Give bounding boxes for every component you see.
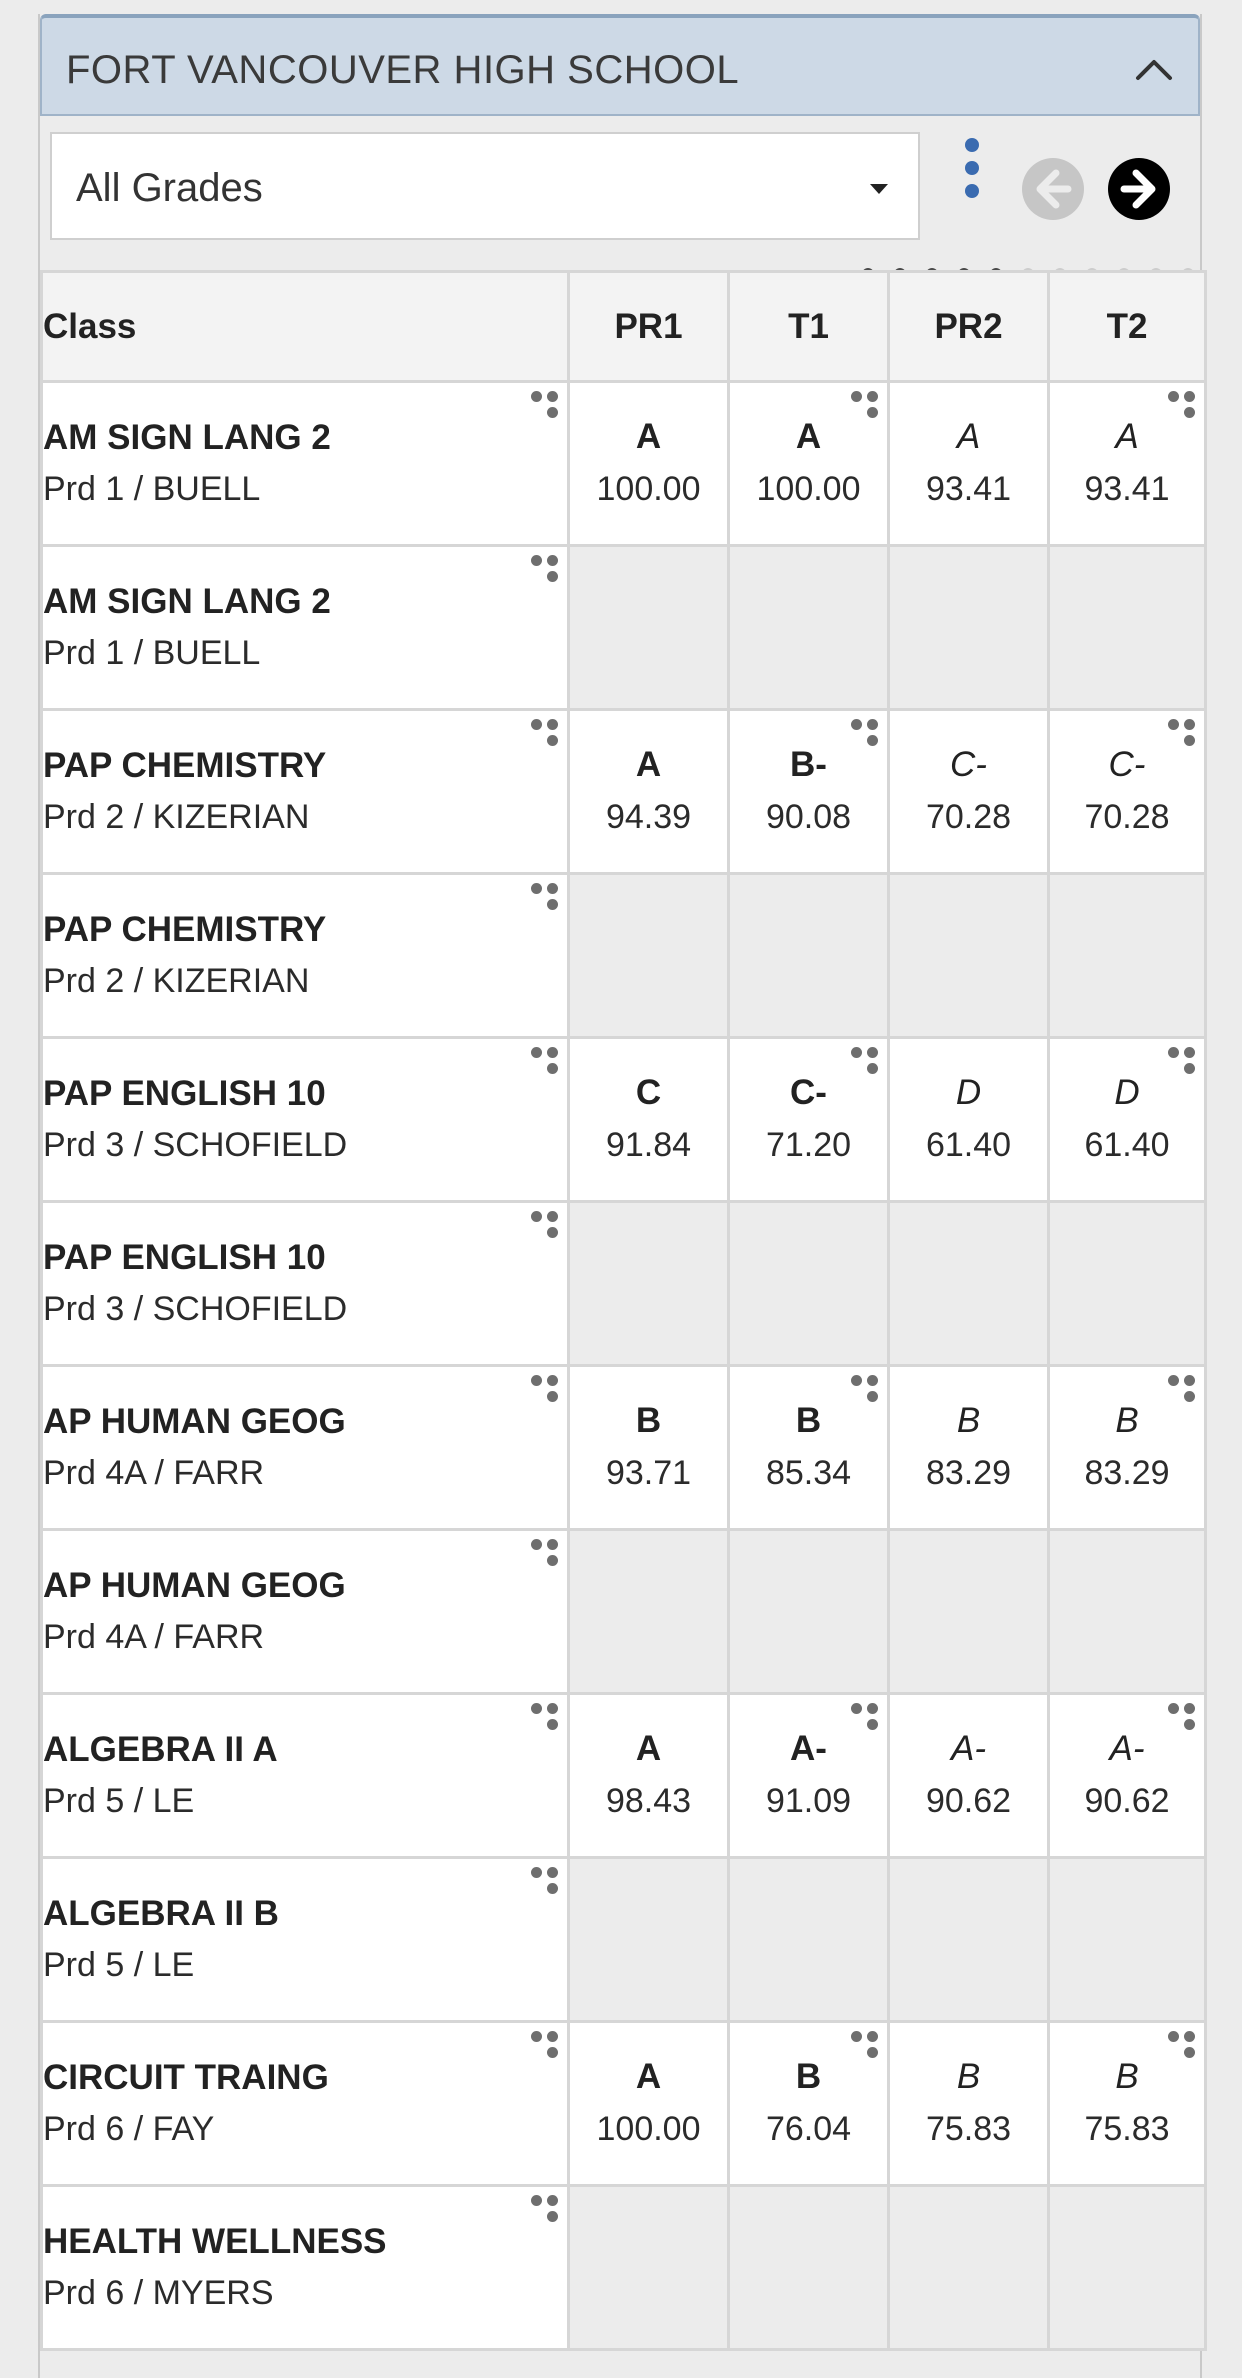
caret-down-icon [870,184,888,194]
grade-score: 90.08 [765,797,852,836]
empty-grade-cell [889,1858,1049,2022]
empty-grade-cell [569,2186,729,2350]
grade-cell-pr2[interactable] [889,710,1049,874]
drag-handle-icon[interactable] [1168,1375,1198,1407]
grade-letter: B- [790,744,827,784]
empty-grade-cell [1049,2186,1206,2350]
grade-cell-pr1[interactable] [569,1366,729,1530]
table-row[interactable] [42,2186,1206,2350]
drag-handle-icon[interactable] [851,719,881,751]
drag-handle-icon[interactable] [531,1375,561,1407]
grade-score: 93.41 [1084,469,1170,508]
class-period-teacher: Prd 3 / SCHOFIELD [43,1289,348,1328]
drag-handle-icon[interactable] [531,391,561,423]
drag-handle-icon[interactable] [1168,391,1198,423]
grade-cell-t2[interactable] [1049,1694,1206,1858]
class-cell[interactable] [42,710,569,874]
next-arrow-icon[interactable] [1106,156,1172,222]
drag-handle-icon[interactable] [531,2195,561,2227]
grade-score: 100.00 [596,2109,701,2148]
empty-grade-cell [1049,1530,1206,1694]
drag-handle-icon[interactable] [851,391,881,423]
grade-letter: C- [1108,744,1146,784]
column-header-pr1[interactable]: PR1 [569,272,729,382]
class-cell[interactable] [42,874,569,1038]
school-title: FORT VANCOUVER HIGH SCHOOL [66,48,740,92]
class-period-teacher: Prd 5 / LE [43,1781,195,1820]
grade-letter: C- [950,744,987,784]
empty-grade-cell [569,546,729,710]
grade-cell-t1[interactable] [729,1038,889,1202]
class-period-teacher: Prd 1 / BUELL [43,469,261,508]
grade-cell-pr1[interactable] [569,1694,729,1858]
drag-handle-icon[interactable] [531,555,561,587]
empty-grade-cell [1049,874,1206,1038]
column-header-t1[interactable]: T1 [729,272,889,382]
grade-letter: D [1114,1072,1140,1112]
grade-cell-pr1[interactable] [569,710,729,874]
grade-cell-t2[interactable] [1049,1038,1206,1202]
class-period-teacher: Prd 1 / BUELL [43,633,261,672]
drag-handle-icon[interactable] [851,1375,881,1407]
empty-grade-cell [569,1858,729,2022]
column-header-class[interactable]: Class [42,272,569,382]
empty-grade-cell [1049,546,1206,710]
grade-cell-t1[interactable] [729,1366,889,1530]
class-name: ALGEBRA II A [43,1729,278,1769]
drag-handle-icon[interactable] [1168,1047,1198,1079]
empty-grade-cell [569,874,729,1038]
grade-cell-t2[interactable] [1049,1366,1206,1530]
drag-handle-icon[interactable] [1168,2031,1198,2063]
grade-letter: A- [951,1728,986,1768]
grade-letter: B [956,2056,981,2096]
grade-letter: C- [790,1072,827,1112]
class-cell[interactable] [42,1038,569,1202]
grade-cell-pr1[interactable] [569,1038,729,1202]
school-panel [38,14,1202,2378]
drag-handle-icon[interactable] [851,1703,881,1735]
grade-letter: D [955,1072,982,1112]
empty-grade-cell [729,1858,889,2022]
class-name: HEALTH WELLNESS [43,2221,387,2261]
column-header-t2[interactable]: T2 [1049,272,1206,382]
grade-letter: B [1115,1400,1139,1440]
column-header-pr2[interactable]: PR2 [889,272,1049,382]
drag-handle-icon[interactable] [531,1211,561,1243]
previous-arrow-icon[interactable] [1020,156,1086,222]
table-row[interactable] [42,1038,1206,1202]
grade-cell-pr2[interactable] [889,1038,1049,1202]
empty-grade-cell [729,1202,889,1366]
empty-grade-cell [889,2186,1049,2350]
grade-letter: B [956,1400,981,1440]
grade-score: 91.84 [605,1125,692,1164]
drag-handle-icon[interactable] [531,1047,561,1079]
empty-grade-cell [889,874,1049,1038]
grade-letter: A [635,1728,662,1768]
empty-grade-cell [569,1530,729,1694]
grade-cell-t2[interactable] [1049,2022,1206,2186]
class-name: AP HUMAN GEOG [43,1565,346,1605]
class-cell[interactable] [42,2186,569,2350]
grade-letter: A- [1109,1728,1145,1768]
table-row[interactable] [42,546,1206,710]
grade-score: 85.34 [765,1453,852,1492]
grade-score: 83.29 [925,1453,1012,1492]
class-period-teacher: Prd 2 / KIZERIAN [43,961,310,1000]
grade-score: 93.71 [605,1453,692,1492]
grade-score: 76.04 [765,2109,852,2148]
grade-cell-t2[interactable] [1049,710,1206,874]
chevron-up-icon[interactable] [1132,48,1176,92]
toolbar [40,116,1200,286]
grade-letter: A [635,744,662,784]
table-row[interactable] [42,2022,1206,2186]
class-period-teacher: Prd 4A / FARR [43,1453,265,1492]
empty-grade-cell [1049,1858,1206,2022]
class-period-teacher: Prd 5 / LE [43,1945,195,1984]
class-name: AM SIGN LANG 2 [43,581,331,621]
class-name: CIRCUIT TRAING [43,2057,329,2097]
grade-cell-pr2[interactable] [889,1366,1049,1530]
empty-grade-cell [729,2186,889,2350]
grade-score: 75.83 [1084,2109,1170,2148]
grade-score: 100.00 [596,469,701,508]
class-cell[interactable] [42,2022,569,2186]
grade-letter: B [635,1400,662,1440]
class-period-teacher: Prd 6 / FAY [43,2109,215,2148]
table-row[interactable] [42,1694,1206,1858]
grades-select-value: All Grades [76,166,263,210]
grade-letter: A [795,416,822,456]
empty-grade-cell [729,1530,889,1694]
grade-cell-pr2[interactable] [889,382,1049,546]
grade-cell-t1[interactable] [729,1694,889,1858]
grade-score: 61.40 [1084,1125,1170,1164]
grade-cell-t2[interactable] [1049,382,1206,546]
class-period-teacher: Prd 2 / KIZERIAN [43,797,310,836]
class-cell[interactable] [42,1694,569,1858]
class-name: AM SIGN LANG 2 [43,417,331,457]
grade-score: 90.62 [1084,1781,1170,1820]
class-period-teacher: Prd 4A / FARR [43,1617,265,1656]
class-cell[interactable] [42,546,569,710]
grade-letter: A [635,416,662,456]
class-name: PAP CHEMISTRY [43,745,327,785]
drag-handle-icon[interactable] [531,719,561,751]
grade-score: 94.39 [605,797,692,836]
table-header-row [42,272,1206,382]
grade-cell-t1[interactable] [729,710,889,874]
grade-score: 100.00 [756,469,861,508]
class-name: PAP ENGLISH 10 [43,1073,326,1113]
grade-cell-pr2[interactable] [889,2022,1049,2186]
class-cell[interactable] [42,1530,569,1694]
grade-score: 93.41 [925,469,1012,508]
drag-handle-icon[interactable] [531,1539,561,1571]
table-row[interactable] [42,1858,1206,2022]
grade-letter: B [795,2056,822,2096]
drag-handle-icon[interactable] [1168,719,1198,751]
empty-grade-cell [729,546,889,710]
class-period-teacher: Prd 6 / MYERS [43,2273,274,2312]
grade-letter: A- [790,1728,827,1768]
drag-handle-icon[interactable] [1168,1703,1198,1735]
table-row[interactable] [42,710,1206,874]
grade-cell-t1[interactable] [729,382,889,546]
empty-grade-cell [889,546,1049,710]
grade-score: 75.83 [925,2109,1012,2148]
grade-cell-pr2[interactable] [889,1694,1049,1858]
grade-score: 83.29 [1084,1453,1170,1492]
drag-handle-icon[interactable] [531,883,561,915]
grades-select[interactable] [50,132,920,240]
grade-cell-pr1[interactable] [569,2022,729,2186]
table-row[interactable] [42,1366,1206,1530]
grade-letter: B [795,1400,822,1440]
grade-score: 98.43 [605,1781,692,1820]
drag-handle-icon[interactable] [531,1867,561,1899]
grade-letter: A [956,416,981,456]
table-row[interactable] [42,382,1206,546]
class-cell[interactable] [42,382,569,546]
drag-handle-icon[interactable] [531,1703,561,1735]
empty-grade-cell [729,874,889,1038]
empty-grade-cell [889,1530,1049,1694]
table-row[interactable] [42,874,1206,1038]
drag-handle-icon[interactable] [851,1047,881,1079]
drag-handle-icon[interactable] [851,2031,881,2063]
more-options-icon[interactable] [962,138,982,208]
grade-score: 61.40 [925,1125,1012,1164]
grade-letter: A [635,2056,662,2096]
empty-grade-cell [569,1202,729,1366]
grade-letter: C [635,1072,662,1112]
class-name: PAP ENGLISH 10 [43,1237,326,1277]
grade-letter: A [1115,416,1139,456]
class-period-teacher: Prd 3 / SCHOFIELD [43,1125,348,1164]
class-name: AP HUMAN GEOG [43,1401,346,1441]
grade-letter: B [1115,2056,1139,2096]
drag-handle-icon[interactable] [531,2031,561,2063]
table-row[interactable] [42,1530,1206,1694]
class-cell[interactable] [42,1858,569,2022]
grade-score: 70.28 [925,797,1012,836]
grades-table [40,270,1207,2351]
grade-score: 70.28 [1084,797,1170,836]
grade-score: 91.09 [765,1781,852,1820]
class-name: ALGEBRA II B [43,1893,279,1933]
empty-grade-cell [889,1202,1049,1366]
class-cell[interactable] [42,1366,569,1530]
grade-cell-pr1[interactable] [569,382,729,546]
class-name: PAP CHEMISTRY [43,909,327,949]
grade-score: 90.62 [925,1781,1012,1820]
school-header[interactable] [40,14,1200,116]
table-row[interactable] [42,1202,1206,1366]
grade-score: 71.20 [765,1125,852,1164]
grade-cell-t1[interactable] [729,2022,889,2186]
class-cell[interactable] [42,1202,569,1366]
empty-grade-cell [1049,1202,1206,1366]
